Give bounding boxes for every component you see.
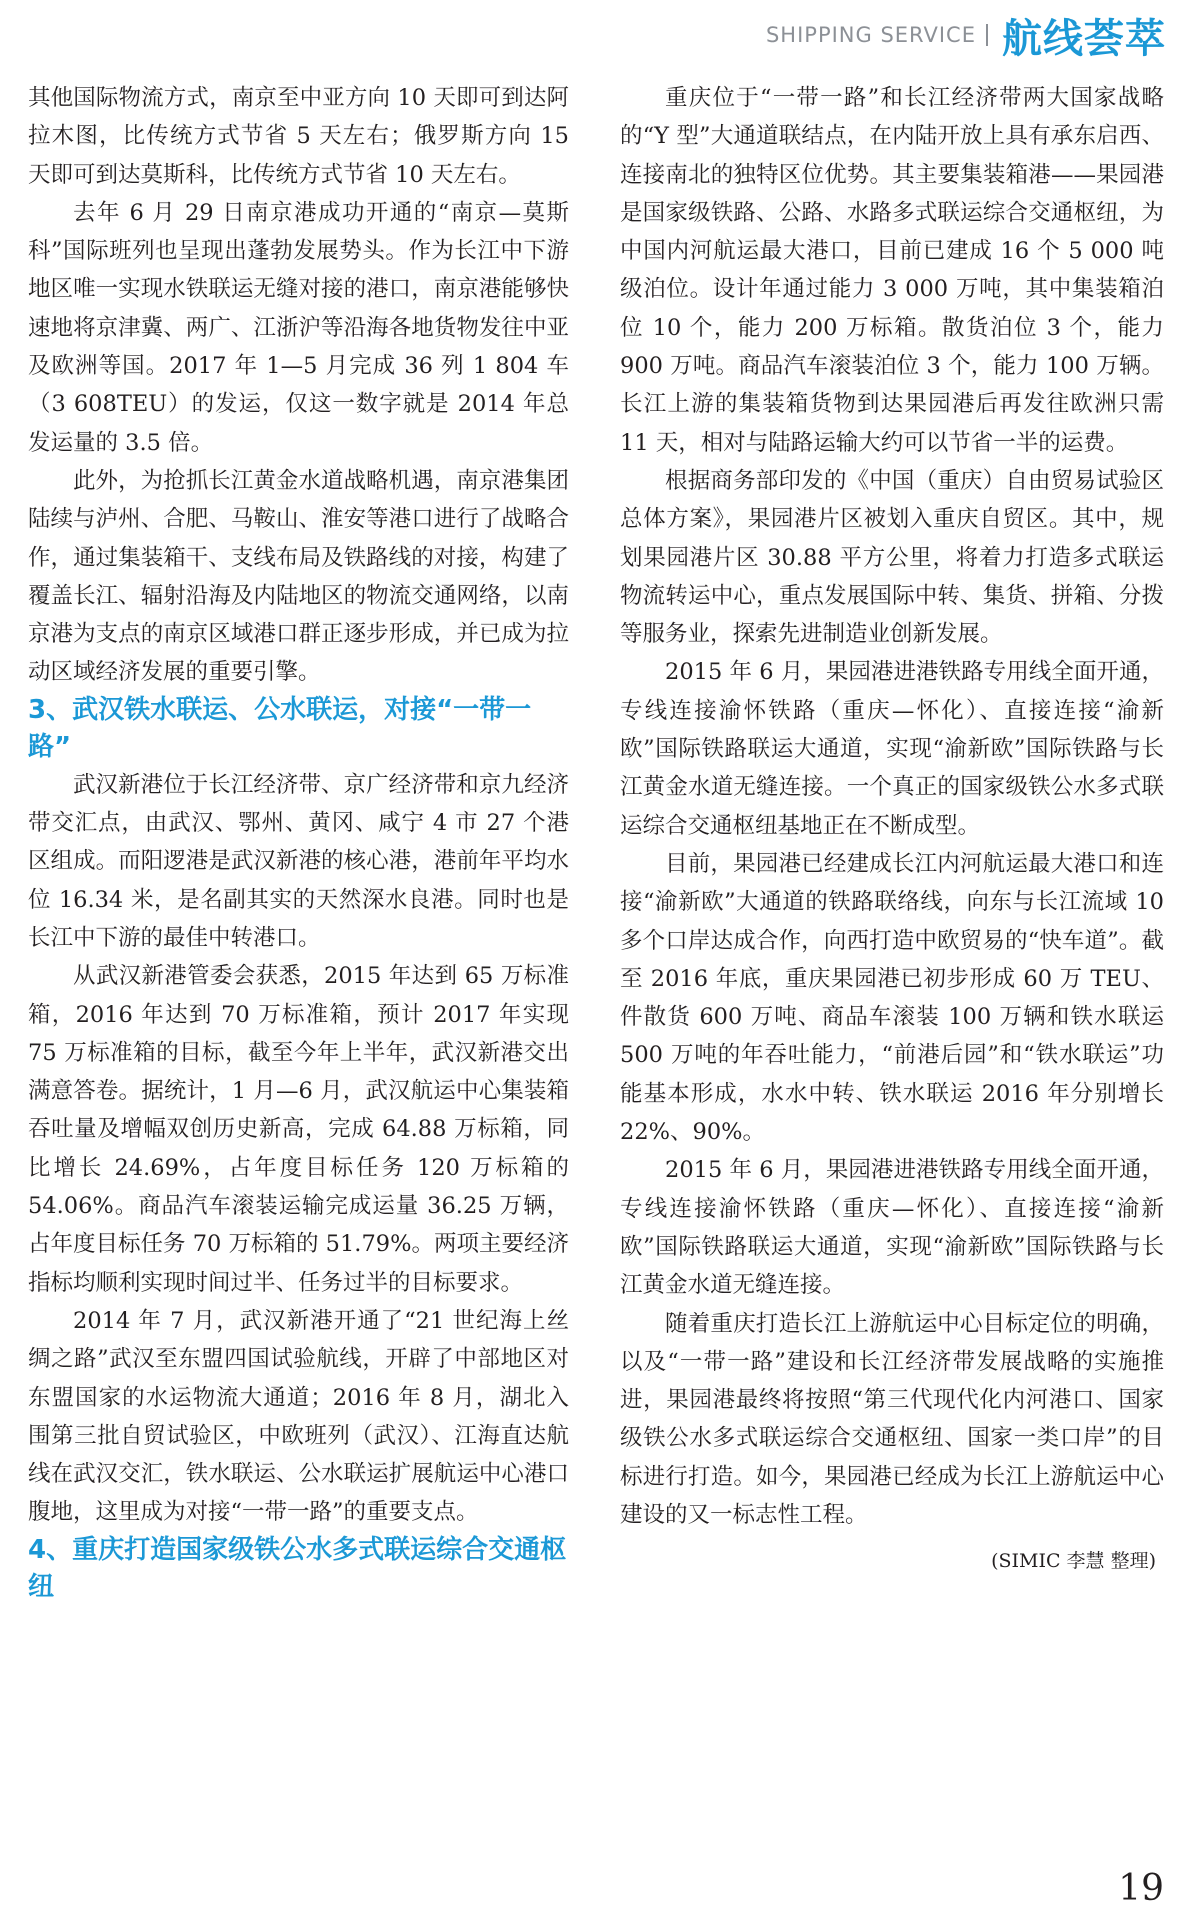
- paragraph: 根据商务部印发的《中国（重庆）自由贸易试验区总体方案》，果园港片区被划入重庆自贸区。其中，规划果园港片区 30.88 平方公里，将着力打造多式联运物流转运中心，重点发展国际中转、集货、拼箱、分拨等服务业，探索先进制造业创新发展。: [620, 467, 1164, 648]
- paragraph: 目前，果园港已经建成长江内河航运最大港口和连接“渝新欧”大通道的铁路联络线，向东与长江流域 10 多个口岸达成合作，向西打造中欧贸易的“快车道”。截至 2016 年底，重庆果园港已初步形成 60 万 TEU、件散货 600 万吨、商品车滚装 100 万辆和铁水联运 500 万吨的年吞吐能力，“前港后园”和“铁水联运”功能基本形成，水水中转、铁水联运 2016 年分别增长 22%、90%。: [620, 850, 1164, 1146]
- section-label-en: SHIPPING SERVICE: [765, 23, 976, 47]
- paragraph: 从武汉新港管委会获悉，2015 年达到 65 万标准箱，2016 年达到 70 万标准箱，预计 2017 年实现 75 万标准箱的目标，截至今年上半年，武汉新港交出满意答卷。据统计，1 月—6 月，武汉航运中心集装箱吞吐量及增幅双创历史新高，完成 64.88 万标箱，同比增长 24.69%，占年度目标任务 120 万标箱的 54.06%。商品汽车滚装运输完成运量 36.25 万辆，占年度目标任务 70 万标箱的 51.79%。两项主要经济指标均顺利实现时间过半、任务过半的目标要求。: [28, 963, 569, 1296]
- paragraph: 2015 年 6 月，果园港进港铁路专用线全面开通，专线连接渝怀铁路（重庆—怀化）、直接连接“渝新欧”国际铁路联运大通道，实现“渝新欧”国际铁路与长江黄金水道无缝连接。一个真正的国家级铁公水多式联运综合交通枢纽基地正在不断成型。: [620, 659, 1164, 839]
- paragraph: 武汉新港位于长江经济带、京广经济带和京九经济带交汇点，由武汉、鄂州、黄冈、咸宁 4 市 27 个港区组成。而阳逻港是武汉新港的核心港，港前年平均水位 16.34 米，是名副其实的天然深水良港。同时也是长江中下游的最佳中转港口。: [28, 771, 569, 951]
- page-header: [766, 10, 1166, 60]
- paragraph: 2015 年 6 月，果园港进港铁路专用线全面开通，专线连接渝怀铁路（重庆—怀化）、直接连接“渝新欧”国际铁路联运大通道，实现“渝新欧”国际铁路与长江黄金水道无缝连接。: [620, 1157, 1164, 1299]
- left-column: [28, 79, 569, 1606]
- author-credit: (SIMIC 李慧 整理): [991, 1550, 1156, 1573]
- paragraph: 2014 年 7 月，武汉新港开通了“21 世纪海上丝绸之路”武汉至东盟四国试验航线，开辟了中部地区对东盟国家的水运物流大通道；2016 年 8 月，湖北入围第三批自贸试验区，中欧班列（武汉）、江海直达航线在武汉交汇，铁水联运、公水联运扩展航运中心港口腹地，这里成为对接“一带一路”的重要支点。: [28, 1307, 569, 1526]
- section-heading-3: 3、武汉铁水联运、公水联运，对接“一带一路”: [28, 694, 532, 762]
- section-label-zh: 航线荟萃: [1002, 15, 1166, 62]
- paragraph: 其他国际物流方式，南京至中亚方向 10 天即可到达阿拉木图，比传统方式节省 5 天左右；俄罗斯方向 15 天即可到达莫斯科，比传统方式节省 10 天左右。: [28, 85, 569, 188]
- paragraph: 此外，为抢抓长江黄金水道战略机遇，南京港集团陆续与泸州、合肥、马鞍山、淮安等港口进行了战略合作，通过集装箱干、支线布局及铁路线的对接，构建了覆盖长江、辐射沿海及内陆地区的物流交通网络，以南京港为支点的南京区域港口群正逐步形成，并已成为拉动区域经济发展的重要引擎。: [28, 467, 569, 686]
- paragraph: 随着重庆打造长江上游航运中心目标定位的明确，以及“一带一路”建设和长江经济带发展战略的实施推进，果园港最终将按照“第三代现代化内河港口、国家级铁公水多式联运综合交通枢纽、国家一类口岸”的目标进行打造。如今，果园港已经成为长江上游航运中心建设的又一标志性工程。: [620, 1310, 1164, 1528]
- paragraph: 重庆位于“一带一路”和长江经济带两大国家战略的“Y 型”大通道联结点，在内陆开放上具有承东启西、连接南北的独特区位优势。其主要集装箱港——果园港是国家级铁路、公路、水路多式联运综合交通枢纽，为中国内河航运最大港口，目前已建成 16 个 5 000 吨级泊位。设计年通过能力 3 000 万吨，其中集装箱泊位 10 个，能力 200 万标箱。散货泊位 3 个，能力 900 万吨。商品汽车滚装泊位 3 个，能力 100 万辆。长江上游的集装箱货物到达果园港后再发往欧洲只需 11 天，相对与陆路运输大约可以节省一半的运费。: [620, 85, 1164, 456]
- header-divider: [986, 24, 988, 46]
- section-heading-4: 4、重庆打造国家级铁公水多式联运综合交通枢纽: [28, 1534, 567, 1602]
- page-number: 19: [1118, 1868, 1164, 1909]
- paragraph: 去年 6 月 29 日南京港成功开通的“南京—莫斯科”国际班列也呈现出蓬勃发展势头。作为长江中下游地区唯一实现水铁联运无缝对接的港口，南京港能够快速地将京津冀、两广、江浙沪等沿海各地货物发往中亚及欧洲等国。2017 年 1—5 月完成 36 列 1 804 车（3 608TEU）的发运，仅这一数字就是 2014 年总发运量的 3.5 倍。: [28, 199, 569, 456]
- right-column: [620, 79, 1164, 1576]
